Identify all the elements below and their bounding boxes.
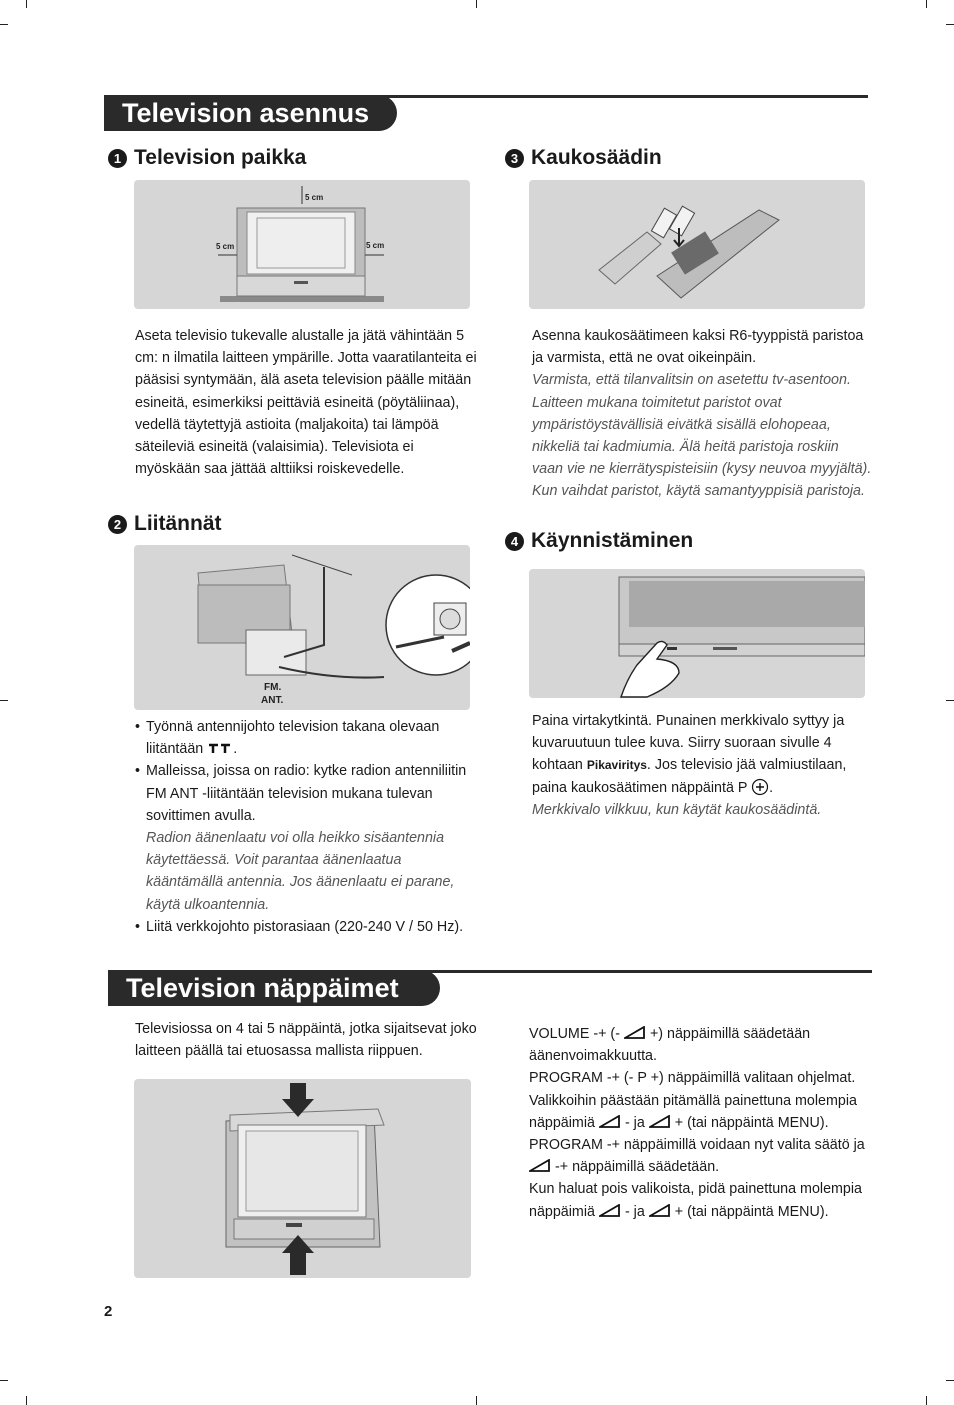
program-text-b: - ja xyxy=(624,1114,645,1131)
bullet-text: Liitä verkkojohto pistorasiaan (220-240 V / 50 Hz). xyxy=(146,918,464,935)
tv-front-drawing xyxy=(134,1079,471,1278)
crop-mark xyxy=(926,1396,927,1405)
antenna-socket-icon xyxy=(207,743,233,755)
crop-mark xyxy=(946,700,954,701)
crop-mark xyxy=(26,0,27,8)
clearance-label-left: 5 cm xyxy=(216,242,235,251)
power-button-drawing xyxy=(529,569,865,698)
volume-text-a: VOLUME -+ (- xyxy=(529,1026,620,1042)
startup-body-a: Paina virtakytkintä. Punainen merkkivalo syttyy ja kuvaruutuun tulee kuva. Siirry suoraan sivulle 4 kohtaan xyxy=(532,713,845,774)
adjust-text-a: PROGRAM -+ näppäimillä voidaan nyt valita säätö ja xyxy=(529,1137,865,1154)
crop-mark xyxy=(946,1380,954,1381)
fm-label-line1: FM. xyxy=(264,682,282,693)
crop-mark xyxy=(476,0,477,8)
adjust-paragraph xyxy=(529,1134,874,1178)
volume-triangle-icon xyxy=(529,1159,551,1172)
heading-text: Käynnistäminen xyxy=(531,529,694,552)
section-banner-buttons: Television näppäimet xyxy=(108,970,440,1006)
heading-connections xyxy=(108,511,222,537)
plus-button-icon xyxy=(751,778,769,796)
fm-label-line2: ANT. xyxy=(261,695,284,706)
crop-mark xyxy=(0,700,8,701)
clearance-label-right: 5 cm xyxy=(366,241,385,250)
heading-tv-placement xyxy=(108,145,306,171)
volume-triangle-icon xyxy=(624,1026,646,1039)
heading-text: Liitännät xyxy=(134,512,222,535)
startup-note: Merkkivalo vilkkuu, kun käytät kaukosäädintä. xyxy=(532,801,822,818)
bullet-text: Työnnä antennijohto television takana olevaan liitäntään xyxy=(146,719,440,758)
crop-mark xyxy=(476,1396,477,1405)
tv-placement-text: Aseta televisio tukevalle alustalle ja jätä vähintään 5 cm: n ilmatila laitteen ympärille. Jotta vaaratilanteita ei pääsisi syntymään, älä aseta television päälle mitään esineitä, esimerkiksi peittäviä esineitä (pöytäliinaa), vedellä täytettyjä astioita (maljakoita) tai lämpöä säteileviä esineitä (valaisimia). Televisiota ei myöskään saa jättää alttiiksi roiskevedelle. xyxy=(135,328,477,478)
volume-triangle-icon xyxy=(599,1204,621,1217)
bullet-power xyxy=(135,916,480,938)
crop-mark xyxy=(926,0,927,8)
heading-remote xyxy=(505,145,662,171)
remote-text xyxy=(532,325,872,503)
program-text-c: + (tai näppäintä MENU). xyxy=(674,1114,829,1131)
clearance-label-top: 5 cm xyxy=(305,193,324,202)
bullet-text-end: . xyxy=(233,741,238,758)
buttons-intro: Televisiossa on 4 tai 5 näppäintä, jotka sijaitsevat joko laitteen päällä tai etuosassa mallista riippuen. xyxy=(135,1021,477,1060)
remote-body: Asenna kaukosäätimeen kaksi R6-tyyppistä paristoa ja varmista, että ne ovat oikeinpäin. xyxy=(532,328,864,367)
exit-paragraph xyxy=(529,1178,874,1222)
volume-triangle-icon xyxy=(649,1115,671,1128)
antenna-connection-drawing xyxy=(134,545,470,710)
program-paragraph xyxy=(529,1067,874,1134)
exit-text-a: Kun haluat pois valikoista, pidä painettuna molempia näppäimiä xyxy=(529,1181,863,1220)
step-number: 3 xyxy=(505,149,524,168)
tv-buttons-illustration xyxy=(134,1079,471,1278)
startup-text xyxy=(532,710,877,821)
remote-battery-drawing xyxy=(529,180,865,309)
startup-body-c: . xyxy=(769,779,774,796)
buttons-explanation xyxy=(529,1023,874,1223)
program-text-a: PROGRAM -+ (- P +) näppäimillä valitaan ohjelmat. Valikkoihin päästään pitämällä painettuna molempia näppäimiä xyxy=(529,1070,857,1131)
startup-body xyxy=(532,710,877,799)
startup-illustration xyxy=(529,569,865,698)
volume-triangle-icon xyxy=(599,1115,621,1128)
section-banner-installation: Television asennus xyxy=(104,95,397,131)
volume-triangle-icon xyxy=(649,1204,671,1217)
tv-placement-illustration xyxy=(134,180,470,309)
volume-text-b: +) näppäimillä säädetään äänenvoimakkuutta. xyxy=(529,1026,811,1065)
connections-illustration xyxy=(134,545,470,710)
heading-text: Kaukosäädin xyxy=(531,146,662,169)
radio-note: Radion äänenlaatu voi olla heikko sisäantennia käytettäessä. Voit parantaa äänenlaatua kääntämällä antennia. Jos äänenlaatu ei parane, käytä ulkoantennia. xyxy=(146,830,455,913)
heading-text: Television paikka xyxy=(134,146,307,169)
adjust-text-b: -+ näppäimillä säädetään. xyxy=(554,1159,720,1176)
crop-mark xyxy=(26,1396,27,1405)
bullet-antenna xyxy=(135,716,480,760)
page-number: 2 xyxy=(104,1303,113,1320)
startup-body-link: Pikaviritys xyxy=(586,758,647,773)
crop-mark xyxy=(946,24,954,25)
crop-mark xyxy=(0,24,8,25)
step-number: 4 xyxy=(505,532,524,551)
tv-clearance-drawing xyxy=(134,180,470,309)
step-number: 1 xyxy=(108,149,127,168)
step-number: 2 xyxy=(108,515,127,534)
exit-text-c: + (tai näppäintä MENU). xyxy=(674,1203,829,1220)
connections-bullets xyxy=(135,716,480,938)
bullet-text: Malleissa, joissa on radio: kytke radion antenniliitin FM ANT -liitäntään television mukana tulevan sovittimen avulla. xyxy=(146,763,467,824)
remote-illustration xyxy=(529,180,865,309)
heading-startup xyxy=(505,528,693,554)
bullet-radio xyxy=(135,760,480,915)
exit-text-b: - ja xyxy=(624,1203,645,1220)
startup-body-b: . Jos televisio jää valmiustilaan, paina kaukosäätimen näppäintä P xyxy=(532,757,847,796)
connections-list xyxy=(135,716,480,938)
crop-mark xyxy=(0,1380,8,1381)
volume-paragraph xyxy=(529,1023,874,1067)
remote-note: Varmista, että tilanvalitsin on asetettu tv-asentoon. Laitteen mukana toimitetut paristot ovat ympäristöystävällisiä eivätkä sisällä elohopeaa, nikkeliä tai kadmiumia. Älä heitä paristoja roskiin vaan vie ne kierrätyspisteisiin (kysy neuvoa myyjältä). Kun vaihdat paristot, käytä samantyyppisiä paristoja. xyxy=(532,372,872,500)
